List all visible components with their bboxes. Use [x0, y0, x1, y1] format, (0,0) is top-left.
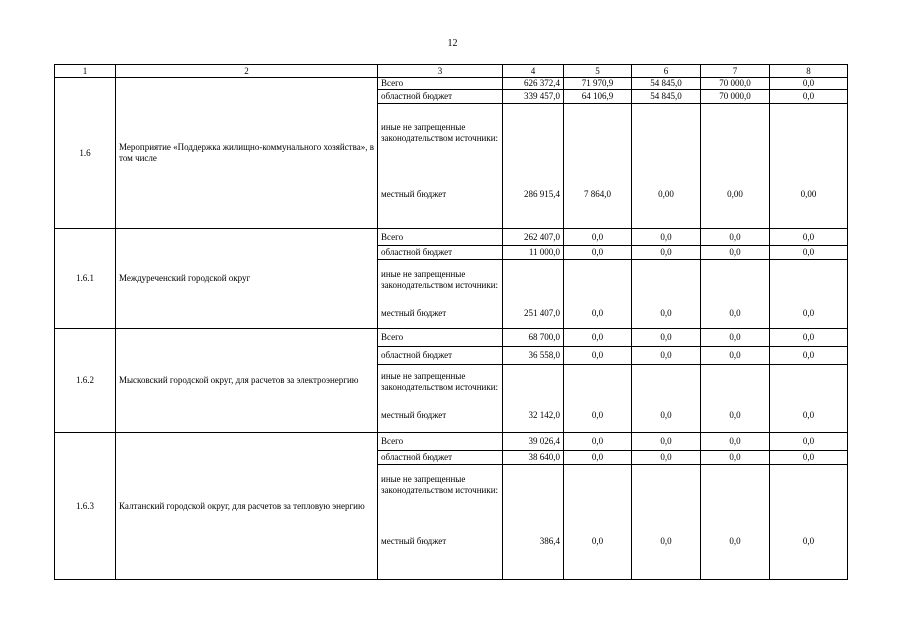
- value-cell: 0,00: [632, 162, 701, 229]
- value-cell: 0,0: [564, 433, 632, 451]
- value-cell: 262 407,0: [503, 229, 564, 246]
- value-cell: 0,0: [564, 229, 632, 246]
- empty-cell: [770, 465, 848, 505]
- empty-cell: [564, 260, 632, 300]
- value-cell: 0,0: [701, 300, 770, 329]
- value-cell: 626 372,4: [503, 78, 564, 90]
- value-cell: 54 845,0: [632, 90, 701, 104]
- empty-cell: [503, 104, 564, 162]
- empty-cell: [701, 465, 770, 505]
- value-cell: 386,4: [503, 505, 564, 580]
- item-number-cell: 1.6.3: [55, 433, 116, 580]
- value-cell: 0,0: [701, 433, 770, 451]
- value-cell: 0,0: [564, 451, 632, 465]
- header-cell: 7: [701, 65, 770, 78]
- source-label-cell: местный бюджет: [378, 505, 503, 580]
- value-cell: 0,00: [770, 162, 848, 229]
- source-label-cell: местный бюджет: [378, 399, 503, 433]
- empty-cell: [632, 365, 701, 399]
- value-cell: 0,0: [770, 300, 848, 329]
- empty-cell: [564, 465, 632, 505]
- value-cell: 0,0: [632, 347, 701, 365]
- value-cell: 32 142,0: [503, 399, 564, 433]
- item-name-cell: Междуреченский городской округ: [116, 229, 378, 329]
- table-row: [55, 229, 848, 246]
- header-row: [55, 65, 848, 78]
- value-cell: 0,0: [770, 90, 848, 104]
- value-cell: 38 640,0: [503, 451, 564, 465]
- item-number-cell: 1.6: [55, 78, 116, 229]
- value-cell: 0,0: [632, 246, 701, 260]
- value-cell: 0,0: [564, 246, 632, 260]
- empty-cell: [632, 260, 701, 300]
- empty-cell: [701, 104, 770, 162]
- source-label-cell: местный бюджет: [378, 162, 503, 229]
- item-name-cell: Мысковский городской округ, для расчетов за электроэнергию: [116, 329, 378, 433]
- value-cell: 0,0: [632, 505, 701, 580]
- source-label-cell: областной бюджет: [378, 90, 503, 104]
- empty-cell: [770, 104, 848, 162]
- header-cell: 5: [564, 65, 632, 78]
- value-cell: 70 000,0: [701, 78, 770, 90]
- value-cell: 0,0: [564, 505, 632, 580]
- value-cell: 251 407,0: [503, 300, 564, 329]
- value-cell: 0,0: [770, 78, 848, 90]
- source-label-cell: иные не запрещенные законодательством источники:: [378, 465, 503, 505]
- source-label-cell: областной бюджет: [378, 347, 503, 365]
- header-cell: 6: [632, 65, 701, 78]
- value-cell: 286 915,4: [503, 162, 564, 229]
- value-cell: 0,0: [701, 451, 770, 465]
- value-cell: 54 845,0: [632, 78, 701, 90]
- value-cell: 0,0: [770, 229, 848, 246]
- source-label-cell: Всего: [378, 78, 503, 90]
- source-label-cell: иные не запрещенные законодательством источники:: [378, 260, 503, 300]
- value-cell: 0,0: [701, 505, 770, 580]
- empty-cell: [770, 365, 848, 399]
- value-cell: 0,0: [701, 229, 770, 246]
- budget-table: [54, 64, 848, 580]
- page-number: 12: [447, 38, 458, 49]
- value-cell: 70 000,0: [701, 90, 770, 104]
- empty-cell: [564, 365, 632, 399]
- source-label-cell: Всего: [378, 229, 503, 246]
- value-cell: 0,0: [701, 399, 770, 433]
- value-cell: 0,0: [632, 329, 701, 347]
- value-cell: 0,0: [701, 246, 770, 260]
- header-cell: 1: [55, 65, 116, 78]
- empty-cell: [701, 260, 770, 300]
- empty-cell: [503, 465, 564, 505]
- value-cell: 0,0: [564, 329, 632, 347]
- value-cell: 0,0: [701, 329, 770, 347]
- value-cell: 0,0: [770, 433, 848, 451]
- value-cell: 0,0: [632, 229, 701, 246]
- empty-cell: [701, 365, 770, 399]
- value-cell: 0,0: [564, 347, 632, 365]
- value-cell: 0,0: [632, 451, 701, 465]
- value-cell: 11 000,0: [503, 246, 564, 260]
- empty-cell: [770, 260, 848, 300]
- header-cell: 8: [770, 65, 848, 78]
- value-cell: 0,0: [632, 399, 701, 433]
- value-cell: 0,0: [770, 329, 848, 347]
- empty-cell: [632, 465, 701, 505]
- source-label-cell: областной бюджет: [378, 246, 503, 260]
- table-row: [55, 433, 848, 451]
- value-cell: 71 970,9: [564, 78, 632, 90]
- value-cell: 0,0: [701, 347, 770, 365]
- value-cell: 68 700,0: [503, 329, 564, 347]
- item-number-cell: 1.6.1: [55, 229, 116, 329]
- item-number-cell: 1.6.2: [55, 329, 116, 433]
- header-cell: 3: [378, 65, 503, 78]
- value-cell: 0,0: [770, 399, 848, 433]
- empty-cell: [632, 104, 701, 162]
- value-cell: 0,0: [564, 300, 632, 329]
- value-cell: 64 106,9: [564, 90, 632, 104]
- value-cell: 0,0: [770, 246, 848, 260]
- value-cell: 39 026,4: [503, 433, 564, 451]
- source-label-cell: областной бюджет: [378, 451, 503, 465]
- value-cell: 0,00: [701, 162, 770, 229]
- value-cell: 0,0: [770, 505, 848, 580]
- value-cell: 7 864,0: [564, 162, 632, 229]
- item-name-cell: Мероприятие «Поддержка жилищно-коммунального хозяйства», в том числе: [116, 78, 378, 229]
- value-cell: 0,0: [632, 300, 701, 329]
- source-label-cell: иные не запрещенные законодательством источники:: [378, 365, 503, 399]
- value-cell: 0,0: [632, 433, 701, 451]
- value-cell: 0,0: [564, 399, 632, 433]
- source-label-cell: Всего: [378, 433, 503, 451]
- source-label-cell: местный бюджет: [378, 300, 503, 329]
- value-cell: 339 457,0: [503, 90, 564, 104]
- empty-cell: [564, 104, 632, 162]
- empty-cell: [503, 365, 564, 399]
- header-cell: 2: [116, 65, 378, 78]
- value-cell: 36 558,0: [503, 347, 564, 365]
- value-cell: 0,0: [770, 451, 848, 465]
- source-label-cell: иные не запрещенные законодательством источники:: [378, 104, 503, 162]
- value-cell: 0,0: [770, 347, 848, 365]
- table-row: [55, 329, 848, 347]
- source-label-cell: Всего: [378, 329, 503, 347]
- header-cell: 4: [503, 65, 564, 78]
- table-row: [55, 78, 848, 90]
- empty-cell: [503, 260, 564, 300]
- item-name-cell: Калтанский городской округ, для расчетов за тепловую энергию: [116, 433, 378, 580]
